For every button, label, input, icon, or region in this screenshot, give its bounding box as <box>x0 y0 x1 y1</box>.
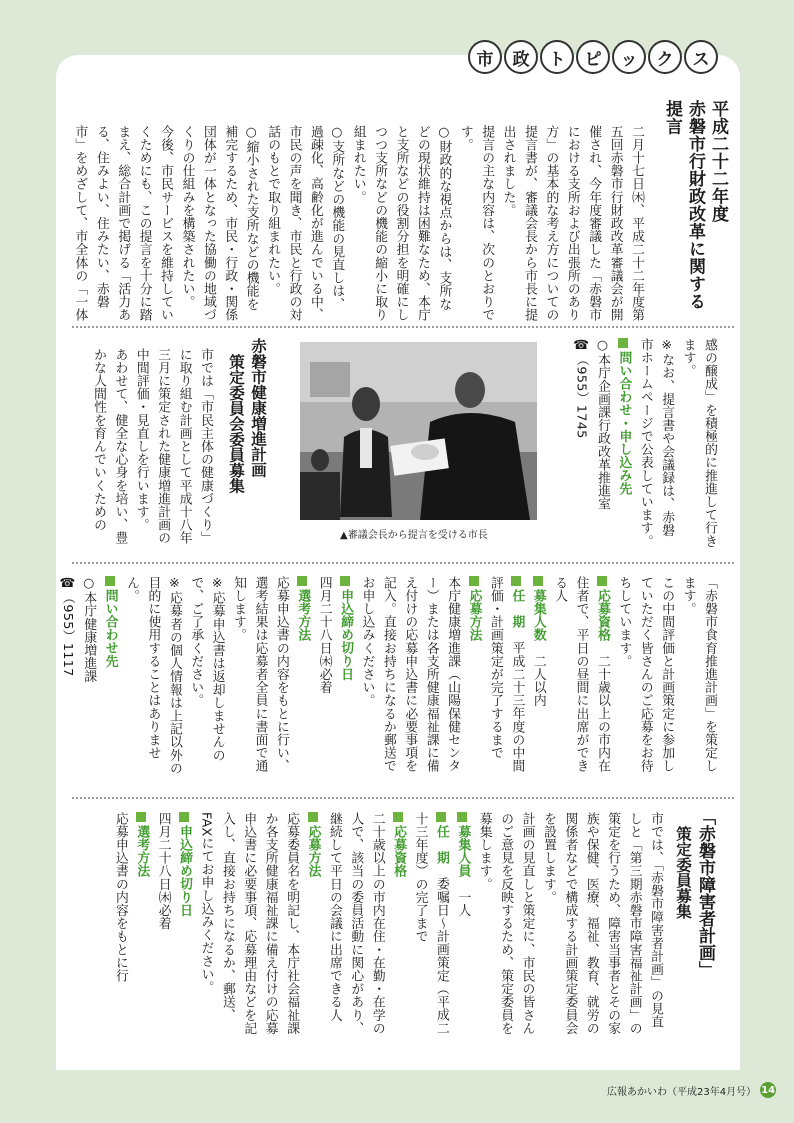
article2-method: 本庁健康増進課（山陽保健センター）または各支所健康福祉課に備え付けの応募申込書に必要事項を記入。直接お持ちになるか郵送でお申し込みください。 <box>359 576 461 773</box>
article3-title: 「赤磐市障害者計画」 <box>695 808 715 978</box>
section-header <box>468 40 718 74</box>
article1-title: 平成二十二年度 <box>708 100 728 223</box>
article3-term: 任 期 委嘱日～計画策定（平成二十三年度）の完了まで <box>412 812 449 1035</box>
article2-contact-head: 問い合わせ先 <box>99 576 120 781</box>
article2-deadline-head: 申込締め切り日 <box>335 576 356 781</box>
bullet-square-icon <box>136 812 146 822</box>
article1-para: 二月十七日㈭、平成二十二年度第五回赤磐市行財政改革審議会が開催され、今年度審議した「赤磐市における支所および出張所のあり方」の基本的な考え方についての提言書が、審議会長から市長に提出されました。 <box>500 125 644 322</box>
header-char: ク <box>648 40 682 74</box>
article3-deadline: 四月二十八日㈭必着 <box>155 812 171 930</box>
bullet-square-icon <box>105 576 115 586</box>
article3-title2: 策定委員募集 <box>674 826 692 919</box>
article3-qual: 二十歳以上の市内在住・在勤・在学の人で、該当の委員活動に関心があり、継続して平日の会議に出席できる人 <box>326 812 385 1035</box>
article3-title-block <box>672 808 716 1008</box>
photo-illustration <box>300 342 537 520</box>
article3-select-head: 選考方法 <box>131 812 152 1036</box>
article1-para: ○財政的な視点からは、支所などの現状維持は困難なため、本庁と支所などの役割分担を明確にしつつ支所などの機能の縮小に取り組まれたい。 <box>350 125 452 322</box>
article2-title: 赤磐市健康増進計画 <box>249 338 267 478</box>
article2-num: 募集人数 二人以内 <box>527 576 548 781</box>
article3-select: 応募申込書の内容をもとに行 <box>112 812 128 983</box>
article2-contact-org: ○本庁健康増進課 <box>81 576 97 683</box>
article3-para: 計画の見直しと策定に、市民の皆さんのご意見を反映するため、策定委員を募集します。 <box>476 812 535 1035</box>
article1-contact-org: ○本庁企画課行政改革推進室 <box>594 338 610 511</box>
header-char: ト <box>540 40 574 74</box>
article1-continuation <box>555 338 720 548</box>
article2-term: 任 期 平成二十三年度の中間評価・計画策定が完了するまで <box>487 576 525 773</box>
bullet-square-icon <box>297 576 307 586</box>
article1-contact-head: 問い合わせ・申し込み先 <box>613 338 634 548</box>
article3-method-head: 応募方法 <box>302 812 323 1036</box>
article2-method-head: 応募方法 <box>463 576 484 781</box>
header-char: ピ <box>576 40 610 74</box>
bullet-square-icon <box>533 576 543 586</box>
bullet-square-icon <box>308 812 318 822</box>
divider <box>72 326 734 328</box>
article1-cont: 感の醸成」を積極的に推進して行きます。 <box>680 338 717 548</box>
article3-num: 募集人員 一人 <box>452 812 473 1036</box>
article2-note: ※応募申込書は返却しませんので、ご了承ください。 <box>188 576 225 762</box>
article2-para: 市では「市民主体の健康づくり」に取り組む計画として平成十八年三月に策定された健康増進計画の中間評価・見直しを行います。 <box>133 348 213 545</box>
article2-continuation <box>59 576 720 781</box>
bullet-square-icon <box>393 812 403 822</box>
article3-deadline-head: 申込締め切り日 <box>174 812 195 1036</box>
article2-select-head: 選考方法 <box>292 576 313 781</box>
article2-title-block <box>225 338 269 548</box>
article2-para: あわせて、健全な心身を培い、豊かな人間性を育んでいくための <box>90 348 128 545</box>
article1-title-block <box>660 100 729 310</box>
bullet-square-icon <box>469 576 479 586</box>
article1-para: ○縮小された支所などの機能を補完するため、市民・行政・関係団体が一体となった協働の地域づくりの仕組みを構築されたい。 <box>179 125 259 322</box>
header-char: 政 <box>504 40 538 74</box>
photo-caption: ▲審議会長から提言を受ける市長 <box>340 530 488 541</box>
article3-method: 応募委員名を明記し、本庁社会福祉課か各支所健康福祉課に備え付けの応募申込書に必要事項、応募理由などを記入し、直接お持ちになるか、郵送、FAXにてお申し込みください。 <box>198 812 300 1035</box>
article3-qual-head: 応募資格 <box>388 812 409 1036</box>
article1-body <box>72 125 647 323</box>
bullet-square-icon <box>436 812 446 822</box>
photo-presentation <box>300 342 537 520</box>
page-number: 14 <box>760 1082 776 1098</box>
header-char: ス <box>684 40 718 74</box>
article2-select: 応募申込書の内容をもとに行い、選考結果は応募者全員に書面で通知します。 <box>231 576 289 773</box>
article1-para: 今後、市民サービスを維持していくためにも、この提言を十分に踏まえ、総合計画で掲げる「活力ある、住みよい、住みたい、赤磐市」をめざして、市全体の「一体 <box>72 125 174 322</box>
article2-note: ※応募者の個人情報は上記以外の目的に使用することはありません。 <box>124 576 182 775</box>
footer-publication: 広報あかいわ（平成23年4月号） <box>607 1086 757 1098</box>
article1-title2: 赤磐市行財政改革に関する提言 <box>662 100 705 310</box>
article1-cont: ※なお、提言書や会議録は、赤磐市ホームページで公表しています。 <box>637 338 675 548</box>
bullet-square-icon <box>597 576 607 586</box>
article2-title2: 策定委員会委員募集 <box>227 354 245 494</box>
article1-contact-tel: ☎（955）1745 <box>573 338 589 439</box>
article3-para: 市では、「赤磐市障害者計画」の見直しと「第三期赤磐市障害福祉計画」の策定を行うため、障害当事者とその家族や保健、医療、福祉、教育、就労の関係者などで構成する計画策定委員会を設置します。 <box>540 812 663 1035</box>
divider <box>72 562 734 564</box>
article2-cont-prev: 「赤磐市食育推進計画」を策定します。 <box>680 576 717 773</box>
article2-deadline: 四月二十八日㈭必着 <box>316 576 332 694</box>
article2-contact-tel: ☎（955）1117 <box>59 576 75 677</box>
bullet-square-icon <box>618 338 628 348</box>
header-char: ッ <box>612 40 646 74</box>
header-char: 市 <box>468 40 502 74</box>
bullet-square-icon <box>511 576 521 586</box>
bullet-square-icon <box>340 576 350 586</box>
article3-body <box>88 812 666 1036</box>
article2-qual: 応募資格 二十歳以上の市内在住者で、平日の昼間に出席ができる人 <box>552 576 610 773</box>
divider <box>72 797 734 799</box>
article1-para: 提言の主な内容は、次のとおりです。 <box>457 125 495 322</box>
article2-cont: この中間評価と計画策定に参加していただく皆さんのご応募をお待ちしています。 <box>616 576 675 773</box>
article1-para: ○支所などの機能の見直しは、過疎化、高齢化が進んでいる中、市民の声を聞き、市民と行政の対話のもとで取り組まれたい。 <box>265 125 345 322</box>
bullet-square-icon <box>179 812 189 822</box>
page-footer <box>607 1082 776 1098</box>
bullet-square-icon <box>457 812 467 822</box>
article2-body <box>88 348 216 548</box>
